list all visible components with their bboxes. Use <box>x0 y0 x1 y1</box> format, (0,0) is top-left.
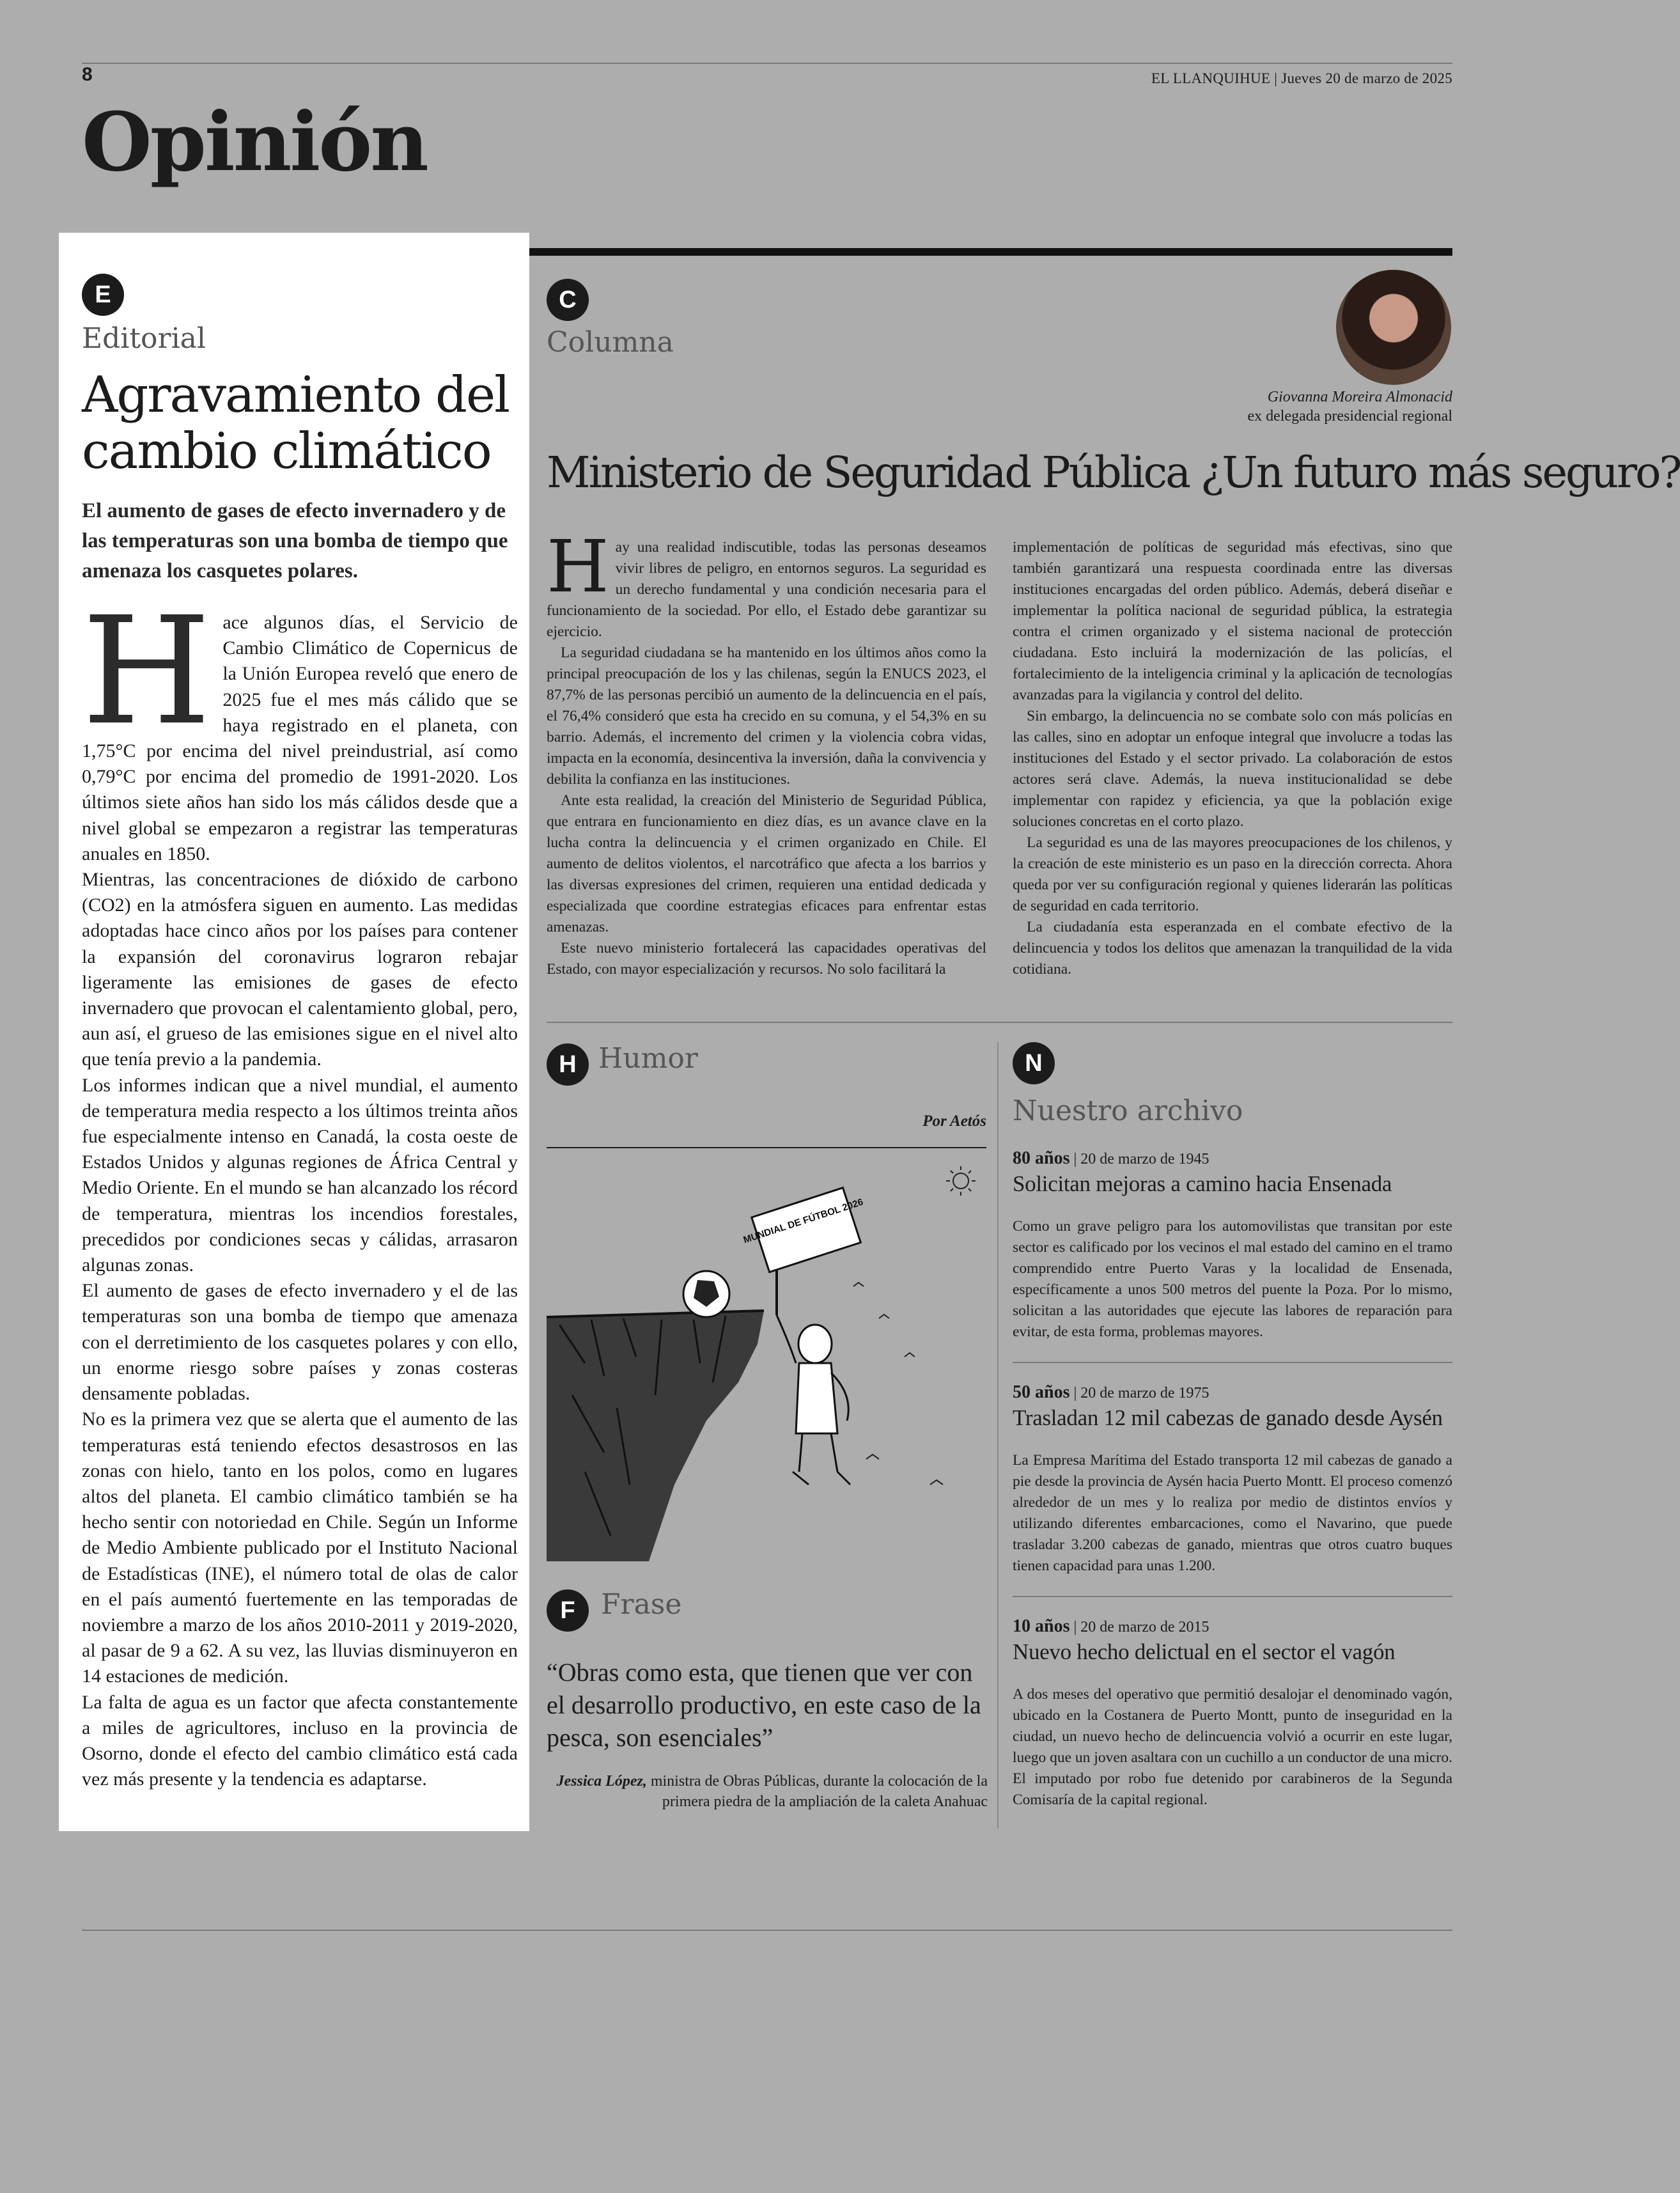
editorial-paragraph: No es la primera vez que se alerta que el aumento de las temperaturas está teniendo efectos desastrosos en las zonas con hielo, tanto en los polos, como en lugares altos del planeta. El cambio climático también se ha hecho sentir con notoriedad en Chile. Según un Informe de Medio Ambiente publicado por el Instituto Nacional de Estadísticas (INE), el número total de olas de calor en el país aumentó fuertemente en las temporadas de noviembre a marzo de los años 2010-2011 y 2019-2020, al pasar de 9 a 62. A su vez, las lluvias disminuyeron en 14 estaciones de medición. <box>82 1409 518 1687</box>
column-paragraph: implementación de políticas de seguridad más efectivas, sino que también garantizará una respuesta coordinada entre las diversas instituciones encargadas del orden público. Además, deberá diseñar e implementar la política nacional de seguridad pública, la estrategia contra el crimen organizado y el sistema nacional de protección ciudadana. Esto incluirá la modernización de las policías, el fortalecimiento de la inteligencia criminal y la aplicación de tecnologías avanzadas para la vigilancia y control del delito. <box>1013 539 1452 703</box>
middle-rule <box>547 1022 1452 1023</box>
editorial-paragraph: La falta de agua es un factor que afecta constantemente a miles de agricultores, incluso en la provincia de Osorno, donde el efecto del cambio climático está cada vez más presente y la tendencia es adaptarse. <box>82 1691 518 1790</box>
archive-body: Como un grave peligro para los automovilistas que transitan por este sector es calificado por los vecinos el mal estado del camino en el tramo comprendido entre Puerto Varas y la localidad de Ensenada, específicamente a unos 500 metros del puente la Poza. Por lo mismo, solicitan a las autoridades que ejecute las labores de reparación para evitar, de esta forma, problemas mayores. <box>1013 1218 1452 1340</box>
editorial-paragraph: Hace algunos días, el Servicio de Cambio Climático de Copernicus de la Unión Europea reveló que enero de 2025 fue el mes más cálido que se haya registrado en el planeta, con 1,75°C por encima del nivel preindustrial, así como 0,79°C por encima del promedio de 1991-2020. Los últimos siete años han sido los más cálidos desde que a nivel global se empezaron a registrar las temperaturas anuales en 1850. <box>82 585 518 864</box>
column-paragraph: Hay una realidad indiscutible, todas las personas deseamos vivir libres de peligro, en entornos seguros. La seguridad es un derecho fundamental y una condición necesaria para el funcionamiento de la sociedad. Por ello, el Estado debe garantizar su ejercicio. <box>547 526 986 640</box>
column-paragraph: La ciudadanía esta esperanzada en el combate efectivo de la delincuencia y todos los delitos que amenazan la tranquilidad de la vida cotidiana. <box>1013 919 1452 978</box>
editorial-paragraph: Los informes indican que a nivel mundial, el aumento de temperatura media respecto a los últimos treinta años fue especialmente intenso en Canadá, la costa oeste de Estados Unidos y algunas regiones de África Central y Medio Oriente. En el mundo se han alcanzado los récord de temperatura, mientras los incendios forestales, precedidos por condiciones secas y cálidas, arrasaron algunas zonas. <box>82 1074 518 1276</box>
section-thick-rule <box>529 248 1452 256</box>
cartoon-illustration <box>547 1152 986 1561</box>
quote-credit: Jessica López, ministra de Obras Públicas, durante la colocación de la primera piedra de la ampliación de la caleta Anahuac <box>556 1773 988 1810</box>
humor-rule <box>547 1147 986 1148</box>
archive-badge: N <box>1013 1042 1055 1084</box>
editorial-panel <box>59 233 529 1831</box>
vertical-divider <box>997 1042 999 1829</box>
editorial-badge: E <box>82 274 124 316</box>
humor-author: Por Aetós <box>922 1112 986 1130</box>
editorial-paragraph: El aumento de gases de efecto invernadero y el de las temperaturas son una bomba de tiempo que amenaza con el derretimiento de los casquetes polares y con ello, un enorme riesgo sobre países y zonas costeras densamente pobladas. <box>82 1280 518 1405</box>
cartoon-sign-text: MUNDIAL DE FÚTBOL 2026 <box>742 1196 865 1246</box>
page-number: 8 <box>82 64 93 85</box>
archive-headline: Trasladan 12 mil cabezas de ganado desde Aysén <box>1013 1405 1443 1430</box>
top-rule <box>82 63 1452 64</box>
column-kicker: Columna <box>547 326 674 359</box>
archive-body: La Empresa Marítima del Estado transporta 12 mil cabezas de ganado a pie desde la provincia de Aysén hacia Puerto Montt. El proceso comenzó alrededor de un mes y lo realiza por medio de distintos envíos y utilizando diferentes embarcaciones, como el Navarino, que puede trasladar 3.200 cabezas de ganado, mientras que otros cuatro buques tienen capacidad para unas 1.200. <box>1013 1452 1452 1574</box>
column-paragraph: Ante esta realidad, la creación del Ministerio de Seguridad Pública, que entrara en funcionamiento en diez días, es un avance clave en la lucha contra la delincuencia y el crimen organizado en Chile. El aumento de delitos violentos, el narcotráfico que afecta a los barrios y las diversas expresiones del crimen, requieren una entidad dedicada y especializada que coordine estrategias eficaces para enfrentar estas amenazas. <box>547 792 986 935</box>
column-headline: Ministerio de Seguridad Pública ¿Un futuro más seguro? <box>547 448 1680 497</box>
archive-item: 80 años | 20 de marzo de 1945 Solicitan mejoras a camino hacia Ensenada Como un grave peligro para los automovilistas que transitan por este sector es calificado por los vecinos el mal estado del camino en el tramo comprendido entre Puerto Varas y la localidad de Ensenada, específicamente a unos 500 metros del puente la Poza. Por lo mismo, solicitan a las autoridades que ejecute las labores de reparación para evitar, de esta forma, problemas mayores. <box>1013 1148 1452 1343</box>
editorial-body <box>82 585 518 1792</box>
column-badge: C <box>547 279 589 321</box>
section-title: Opinión <box>82 95 427 189</box>
editorial-kicker: Editorial <box>82 322 206 355</box>
archive-headline: Nuevo hecho delictual en el sector el vagón <box>1013 1639 1396 1664</box>
archive-item: 10 años | 20 de marzo de 2015 Nuevo hecho delictual en el sector el vagón A dos meses del operativo que permitió desalojar el denominado vagón, ubicado en la Costanera de Puerto Montt, punto de inseguridad en la ciudad, un nuevo hecho de delincuencia volvió a ocurrir en este lugar, luego que un joven asaltara con un cuchillo a un conductor de una micro. El imputado por robo fue detenido por carabineros de la Segunda Comisaría de la capital regional. <box>1013 1616 1452 1811</box>
column-body-right <box>1013 537 1452 980</box>
column-dropcap: H <box>547 526 609 609</box>
quote-text: “Obras como esta, que tienen que ver con el desarrollo productivo, en este caso de la pesca, son esenciales” <box>547 1658 981 1752</box>
editorial-dropcap: H <box>82 585 212 758</box>
editorial-deck: El aumento de gases de efecto invernadero y de las temperaturas son una bomba de tiempo que amenaza los casquetes polares. <box>82 499 508 582</box>
archive-rule <box>1013 1362 1452 1363</box>
bottom-rule <box>82 1930 1452 1931</box>
masthead: EL LLANQUIHUE | Jueves 20 de marzo de 2025 <box>1151 70 1452 86</box>
archive-rule <box>1013 1596 1452 1597</box>
column-author-role: ex delegada presidencial regional <box>1247 408 1452 425</box>
column-paragraph: La seguridad es una de las mayores preocupaciones de los chilenos, y la creación de este ministerio es un paso en la dirección correcta. Ahora queda por ver su configuración regional y quienes liderarán las políticas de seguridad en cada territorio. <box>1013 834 1452 914</box>
editorial-headline: Agravamiento del cambio climático <box>82 366 509 480</box>
author-photo <box>1336 270 1451 385</box>
editorial-paragraph: Mientras, las concentraciones de dióxido de carbono (CO2) en la atmósfera siguen en aumento. Las medidas adoptadas hace cinco años por los países para contener la expansión del coronavirus lograron rebajar ligeramente las emisiones de gases de efecto invernadero que provocan el calentamiento global, pero, aun así, el grueso de las emisiones sigue en el nivel alto que tenía previo a la pandemia. <box>82 869 518 1070</box>
humor-badge: H <box>547 1043 589 1086</box>
column-paragraph: Sin embargo, la delincuencia no se combate solo con más policías en las calles, sino en adoptar un enfoque integral que involucre a todas las instituciones del Estado y el sector privado. La colaboración de estos actores será clave. Además, la nueva institucionalidad se debe implementar con rapidez y eficiencia, ya que la población exige soluciones concretas en el corto plazo. <box>1013 708 1452 830</box>
column-body-left <box>547 526 986 980</box>
archive-body: A dos meses del operativo que permitió desalojar el denominado vagón, ubicado en la Costanera de Puerto Montt, punto de inseguridad en la ciudad, un nuevo hecho de delincuencia volvió a ocurrir en este lugar, luego que un joven asaltara con un cuchillo a un conductor de una micro. El imputado por robo fue detenido por carabineros de la Segunda Comisaría de la capital regional. <box>1013 1686 1452 1808</box>
quote-badge: F <box>547 1589 589 1632</box>
humor-kicker: Humor <box>598 1042 698 1075</box>
column-author: Giovanna Moreira Almonacid <box>1267 389 1452 405</box>
quote-kicker: Frase <box>601 1588 682 1621</box>
column-paragraph: La seguridad ciudadana se ha mantenido en los últimos años como la principal preocupación de los y las chilenas, según la ENUCS 2023, el 87,7% de las personas percibió un aumento de la delincuencia en el país, el 76,4% consideró que esta ha crecido en su comuna, y el 54,3% en su barrio. Además, el incremento del crimen y la violencia cobra vidas, impacta en la economía, desincentiva la inversión, daña la convivencia y debilita la confianza en las instituciones. <box>547 644 986 788</box>
archive-headline: Solicitan mejoras a camino hacia Ensenada <box>1013 1171 1392 1196</box>
archive-item: 50 años | 20 de marzo de 1975 Trasladan 12 mil cabezas de ganado desde Aysén La Empresa Marítima del Estado transporta 12 mil cabezas de ganado a pie desde la provincia de Aysén hacia Puerto Montt. El proceso comenzó alrededor de un mes y lo realiza por medio de distintos envíos y utilizando diferentes embarcaciones, como el Navarino, que puede trasladar 3.200 cabezas de ganado, mientras que otros cuatro buques tienen capacidad para unas 1.200. <box>1013 1382 1452 1577</box>
column-paragraph: Este nuevo ministerio fortalecerá las capacidades operativas del Estado, con mayor especialización y recursos. No solo facilitará la <box>547 940 986 978</box>
quote-credit-name: Jessica López, <box>556 1773 647 1790</box>
archive-kicker: Nuestro archivo <box>1013 1095 1243 1127</box>
